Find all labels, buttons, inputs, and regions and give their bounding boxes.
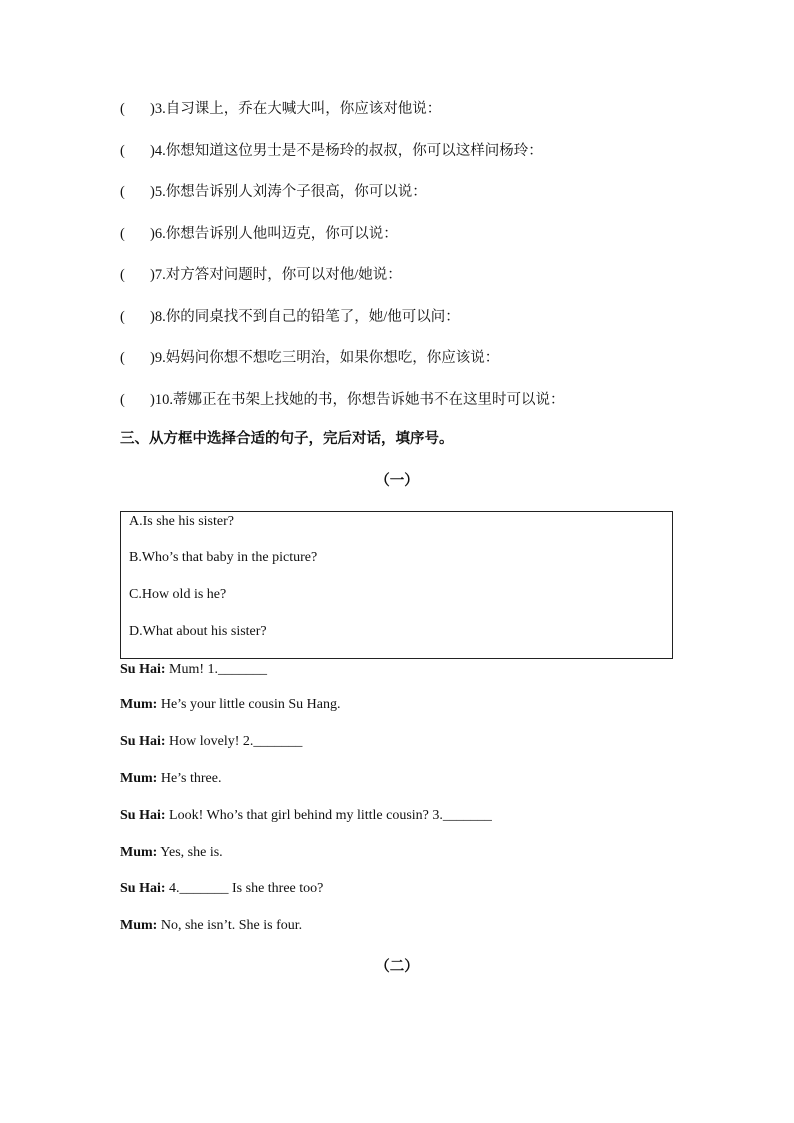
answer-paren[interactable]: ( — [120, 184, 125, 200]
answer-paren[interactable]: ( — [120, 101, 125, 117]
option-b: B.Who’s that baby in the picture? — [129, 550, 318, 565]
options-box — [120, 511, 673, 659]
line-text: He’s three. — [157, 771, 222, 786]
dialogue-line — [120, 734, 302, 750]
question-text: )5.你想告诉别人刘涛个子很高，你可以说： — [150, 184, 427, 200]
dialogue-line — [120, 918, 302, 934]
answer-paren[interactable]: ( — [120, 143, 125, 159]
speaker: Mum: — [120, 845, 158, 860]
line-text: Mum! 1._______ — [165, 662, 268, 677]
question-text: )7.对方答对问题时，你可以对他/她说： — [150, 267, 402, 283]
section-title: 三、从方框中选择合适的句子，完后对话，填序号。 — [120, 431, 454, 447]
option-a: A.Is she his sister? — [129, 514, 234, 529]
line-text: No, she isn’t. She is four. — [157, 918, 303, 933]
option-d: D.What about his sister? — [129, 624, 267, 639]
speaker: Su Hai: — [120, 734, 166, 749]
question-3 — [120, 97, 441, 118]
question-5 — [120, 180, 427, 201]
line-text: 4._______ Is she three too? — [165, 881, 324, 896]
dialogue-line — [120, 881, 323, 897]
dialogue-line — [120, 808, 492, 824]
question-4 — [120, 139, 543, 160]
answer-paren[interactable]: ( — [120, 392, 125, 408]
option-c: C.How old is he? — [129, 587, 227, 602]
part-1-label: （一） — [375, 473, 419, 489]
dialogue-line — [120, 697, 340, 713]
dialogue-line — [120, 771, 221, 787]
question-7 — [120, 263, 402, 284]
line-text: How lovely! 2._______ — [165, 734, 303, 749]
answer-paren[interactable]: ( — [120, 267, 125, 283]
question-text: )10.蒂娜正在书架上找她的书，你想告诉她书不在这里时可以说： — [150, 392, 565, 408]
speaker: Mum: — [120, 771, 158, 786]
speaker: Su Hai: — [120, 808, 166, 823]
question-text: )6.你想告诉别人他叫迈克，你可以说： — [150, 226, 398, 242]
question-text: )8.你的同桌找不到自己的铅笔了，她/他可以问： — [150, 309, 460, 325]
answer-paren[interactable]: ( — [120, 226, 125, 242]
dialogue-line — [120, 845, 223, 861]
question-text: )3.自习课上，乔在大喊大叫，你应该对他说： — [150, 101, 442, 117]
question-6 — [120, 222, 398, 243]
question-9 — [120, 346, 499, 367]
dialogue-line — [120, 662, 267, 678]
part-2-label: （二） — [375, 959, 419, 975]
speaker: Su Hai: — [120, 662, 166, 677]
line-text: Yes, she is. — [157, 845, 223, 860]
question-text: )4.你想知道这位男士是不是杨玲的叔叔，你可以这样问杨玲： — [150, 143, 543, 159]
question-8 — [120, 305, 460, 326]
line-text: Look! Who’s that girl behind my little cousin? 3._______ — [165, 808, 492, 823]
speaker: Mum: — [120, 918, 158, 933]
answer-paren[interactable]: ( — [120, 309, 125, 325]
answer-paren[interactable]: ( — [120, 350, 125, 366]
line-text: He’s your little cousin Su Hang. — [157, 697, 341, 712]
speaker: Mum: — [120, 697, 158, 712]
question-10 — [120, 388, 564, 409]
question-text: )9.妈妈问你想不想吃三明治，如果你想吃，你应该说： — [150, 350, 500, 366]
speaker: Su Hai: — [120, 881, 166, 896]
